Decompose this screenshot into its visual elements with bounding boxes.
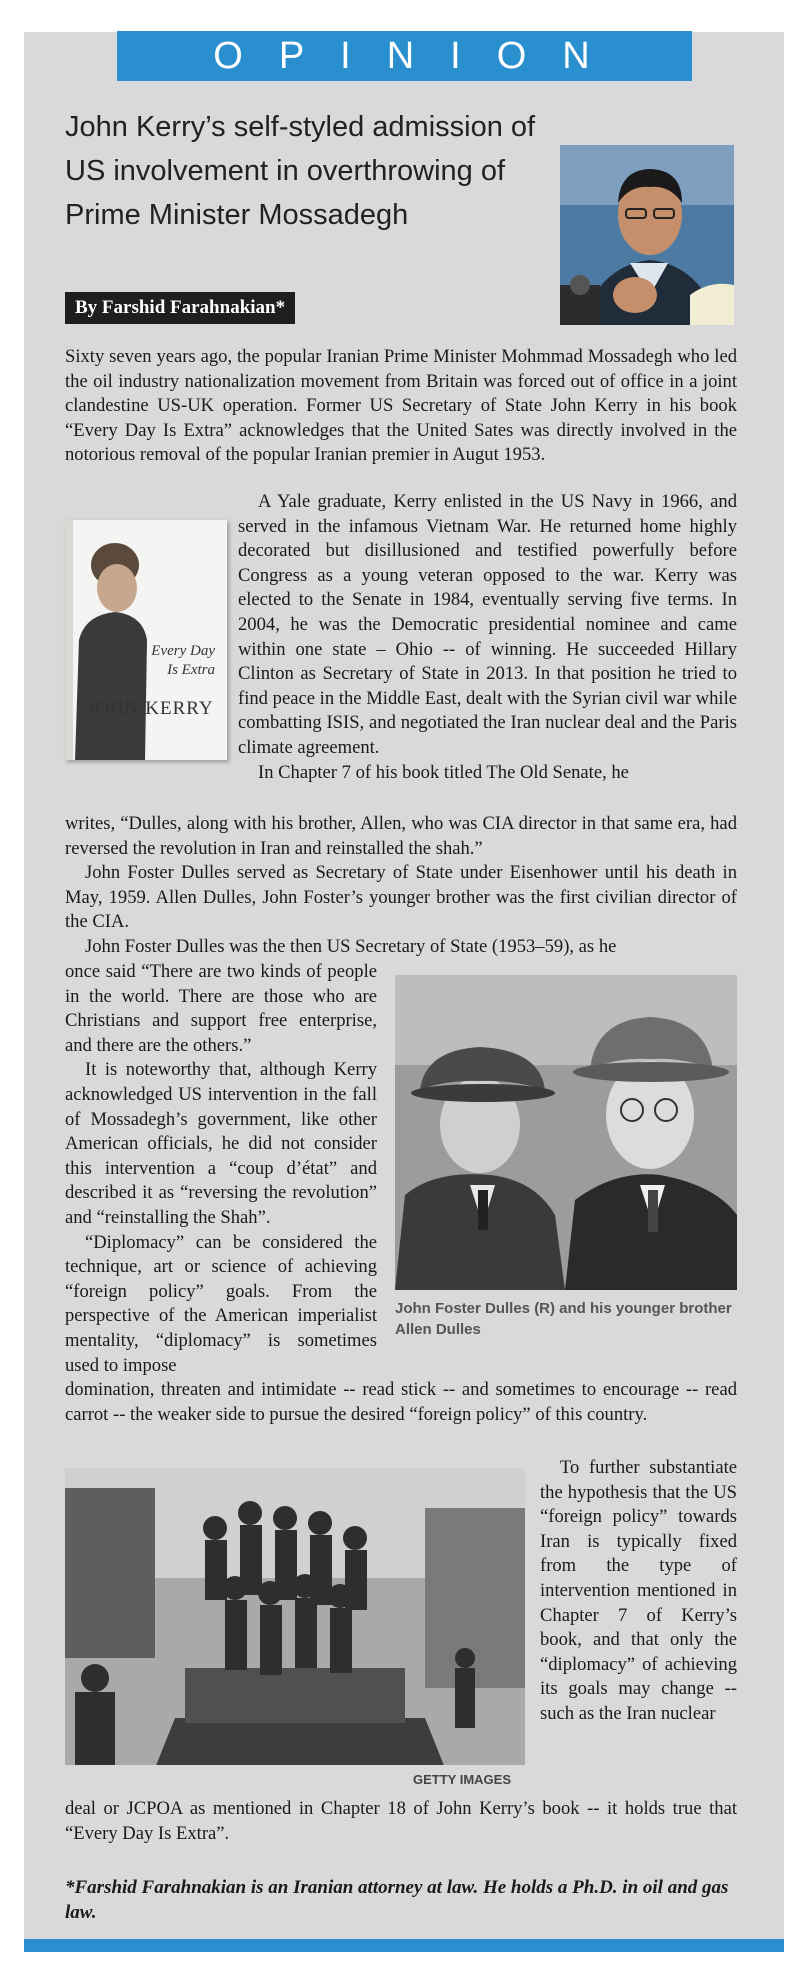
diplomacy-paragraph: “Diplomacy” can be considered the technique, art or science of achieving “foreign policy” goals. From the perspective of the American imperialist mentality, “diplomacy” is sometimes used to impose: [65, 1231, 377, 1376]
then-secretary-intro: John Foster Dulles was the then US Secretary of State (1953–59), as he: [85, 935, 617, 957]
bottom-rule: [24, 1939, 784, 1952]
yale-text: A Yale graduate, Kerry enlisted in the US Navy in 1966, and served in the infamous Vietnam War. He returned home highly decorated but disillusioned and testified powerfully before Congress as a young veteran opposed to the war. Kerry was elected to the Senate in 1984, eventually serving five terms. In 2004, he was the Democratic presidential nominee and came within one state – Ohio -- of winning. He succeeded Hillary Clinton as Secretary of State in 2013. In that position he tried to find peace in the Middle East, dealt with the Syrian civil war while combatting ISIS, and negotiated the Iran nuclear deal and the Paris climate agreement.: [238, 491, 737, 758]
tank-crowd-photo: [65, 1468, 525, 1765]
further-paragraph: [540, 1456, 737, 1727]
author-photo: [560, 145, 734, 325]
article-headline: John Kerry’s self-styled admission of US involvement in overthrowing of Prime Minister Mossadegh: [65, 111, 536, 231]
domination-paragraph: [65, 1378, 737, 1427]
conclusion-paragraph: [65, 1797, 737, 1846]
dulles-paragraph: John Foster Dulles served as Secretary of State under Eisenhower until his death in May, 1959. Allen Dulles, John Foster’s younger brother was the first civilian director of the CIA.: [65, 862, 737, 933]
left-column: [65, 960, 377, 1378]
author-note: *Farshid Farahnakian is an Iranian attorney at law. He holds a Ph.D. in oil and gas law.: [65, 1877, 729, 1923]
book-cover: [65, 520, 227, 760]
conclusion-text: deal or JCPOA as mentioned in Chapter 18 of John Kerry’s book -- it holds true that “Every Day Is Extra”.: [65, 1798, 737, 1844]
dulles-brothers-photo: [395, 975, 737, 1290]
photo-credit: GETTY IMAGES: [413, 1772, 511, 1787]
book-title-line2: Is Extra: [167, 662, 215, 678]
yale-paragraph: [238, 490, 737, 785]
chapter7-text: writes, “Dulles, along with his brother, Allen, who was CIA director in that same era, had reversed the revolution in Iran and reinstalled the shah.”: [65, 813, 737, 859]
intro-paragraph: [65, 345, 737, 468]
section-banner: OPINION: [117, 31, 692, 81]
book-title: [151, 642, 215, 680]
domination-text: domination, threaten and intimidate -- read stick -- and sometimes to encourage -- read carrot -- the weaker side to pursue the desired “foreign policy” of this country.: [65, 1379, 737, 1425]
byline: By Farshid Farahnakian*: [65, 292, 295, 324]
noteworthy-paragraph: It is noteworthy that, although Kerry acknowledged US intervention in the fall of Mossadegh’s government, like other American officials, he did not consider this intervention a “coup d’état” and described it as “reversing the revolution” and “reinstalling the Shah”.: [65, 1059, 377, 1228]
chapter7-intro: In Chapter 7 of his book titled The Old Senate, he: [258, 761, 629, 783]
book-title-line1: Every Day: [151, 643, 215, 659]
chapter7-paragraph: [65, 812, 737, 960]
intro-text: Sixty seven years ago, the popular Iranian Prime Minister Mohmmad Mossadegh who led the oil industry nationalization movement from Britain was forced out of office in a joint clandestine US-UK operation. Former US Secretary of State John Kerry in his book “Every Day Is Extra” acknowledges that the United Sates was directly involved in the notorious removal of the popular Iranian premier in Augut 1953.: [65, 346, 737, 466]
book-author: JOHN KERRY: [87, 698, 214, 719]
dulles-photo-caption: John Foster Dulles (R) and his younger brother Allen Dulles: [395, 1300, 732, 1338]
further-text: To further substantiate the hypothesis that the US “foreign policy” towards Iran is typically fixed from the type of intervention mentioned in Chapter 7 of Kerry’s book, and that only the “diplomacy” of achieving its goals may change -- such as the Iran nuclear: [540, 1457, 737, 1724]
two-kinds-quote: once said “There are two kinds of people in the world. There are those who are Christians and support free enterprise, and there are the others.”: [65, 961, 377, 1056]
